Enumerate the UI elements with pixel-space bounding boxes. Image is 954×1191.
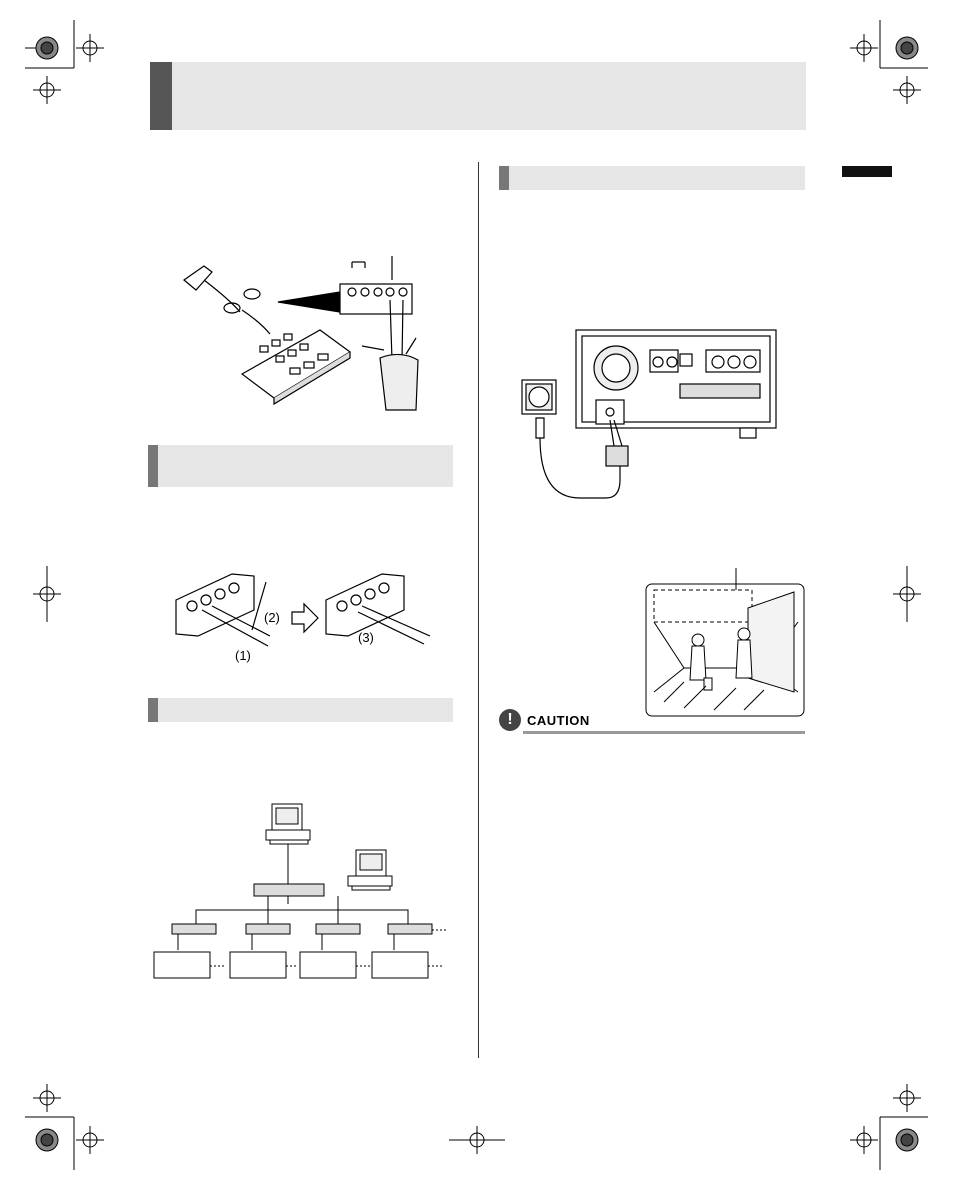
remote-connection-illustration [170,250,450,420]
network-diagram [148,800,458,990]
exclamation-icon: ! [499,709,521,731]
page-header [150,62,806,130]
caution-banner [499,709,805,737]
header-tab [150,62,172,130]
column-divider [478,162,479,1058]
monitor-scene-illustration [644,582,806,717]
wire-insertion-illustration [172,560,442,665]
caution-rule [523,731,805,734]
caution-label: CAUTION [527,713,590,728]
section-header-left-mid [148,445,453,487]
section-header-right-top [499,166,805,190]
section-header-left-bottom [148,698,453,722]
power-connection-illustration [510,320,800,510]
step-label-1: (1) [235,648,251,663]
step-label-2: (2) [264,610,280,625]
step-label-3: (3) [358,630,374,645]
chapter-marker [842,166,892,177]
